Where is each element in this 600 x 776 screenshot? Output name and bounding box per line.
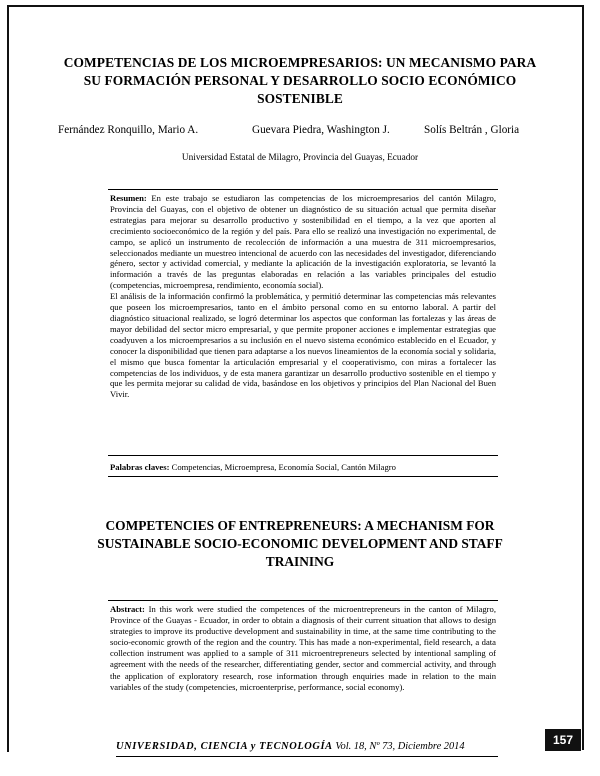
page-frame-right: [582, 5, 584, 750]
resumen-paragraph-2: [110, 291, 496, 400]
resumen-block: [110, 193, 496, 400]
paper-title-english: COMPETENCIES OF ENTREPRENEURS: A MECHANISM FOR SUSTAINABLE SOCIO-ECONOMIC DEVELOPMENT AND STAFF TRAINING: [97, 518, 503, 569]
keywords-line: [110, 462, 496, 472]
journal-name: UNIVERSIDAD, CIENCIA y TECNOLOGÍA: [116, 741, 333, 752]
keywords-bottom-rule: [108, 476, 498, 477]
abstract-top-rule: [108, 600, 498, 601]
resumen-text-2: El análisis de la información confirmó la problemática, y permitió determinar las competencias más relevantes que poseen los microempresarios, tanto en el ámbito personal como en su entorno laboral. A partir del diagnóstico situacional realizado, se logró determinar los aspectos que conforman las fortalezas y las áreas de mayor debilidad del sector micro empresarial, y que permite proponer acciones e implementar estrategias que coadyuven a los microempresarios a su inclusión en el nuevo sistema económico establecido en el Ecuador, y conocer la disponibilidad que tienen para adaptarse a los nuevos lineamientos de la economía social y solidaria, el mismo que busca fomentar la articulación empresarial y el cooperativismo, con miras a fortalecer las competencias de los individuos, y de esta manera garantizar un desarrollo productivo sostenible en el tiempo y que les permita mejorar su calidad de vida, basándose en los objetivos y principios del Plan Nacional del Buen Vivir.: [110, 291, 496, 400]
resumen-top-rule: [108, 189, 498, 190]
abstract-text: In this work were studied the competences of the microentrepreneurs in the canton of Milagro, Province of the Guayas - Ecuador, in order to obtain a diagnosis of their current situation that allows to design strategies to improve its productive development and sustainability in time, at the same time contributing to the socio-economic growth of the region and the country. This has made a non-experimental, field research, a data collection instrument was applied to a sample of 311 microentrepreneurs selected by intentional sampling of agreement with the needs of the researcher, differentiating gender, sector and commercial activity, and through the application of exploratory research, rose information through enquiries made in relation to the main variables of the study (competencies, microenterprise, performance, social economy).: [110, 604, 496, 692]
keywords-label: Palabras claves:: [110, 462, 170, 472]
author-2: Guevara Piedra, Washington J.: [252, 124, 390, 136]
resumen-label: Resumen:: [110, 193, 147, 203]
page-number-badge: 157: [545, 729, 581, 751]
author-1: Fernández Ronquillo, Mario A.: [58, 124, 199, 136]
keywords-text: Competencias, Microempresa, Economía Social, Cantón Milagro: [171, 462, 396, 472]
author-3: Solís Beltrán , Gloria: [424, 124, 520, 136]
resumen-text-1: En este trabajo se estudiaron las competencias de los microempresarios del cantón Milagro, Provincia del Guayas, con el objetivo de obtener un diagnóstico de su situación actual que permita diseñar estrategias para mejorar su desarrollo productivo y sostenibilidad en el tiempo, a la vez que aporten al crecimiento socioeconómico de la región y del país. Para ello se realizó una investigación no experimental, de campo, se aplicó un instrumento de recolección de información a una muestra de 311 microempresarios, seleccionados mediante un muestreo intencional de acuerdo con las necesidades del investigador, diferenciando género, sector y actividad comercial, y mediante la aplicación de la investigación exploratoria, se levantó la información a través de las preguntas elaboradas en relación a las variables principales del estudio (competencias, microempresa, rendimiento, economía social).: [110, 193, 496, 291]
abstract-label: Abstract:: [110, 604, 145, 614]
keywords-top-rule: [108, 455, 498, 456]
affiliation: Universidad Estatal de Milagro, Provincia del Guayas, Ecuador: [181, 153, 419, 163]
abstract-block: [110, 604, 496, 693]
journal-footer: [116, 741, 498, 757]
paper-title-spanish: COMPETENCIAS DE LOS MICROEMPRESARIOS: UN MECANISMO PARA SU FORMACIÓN PERSONAL Y DESARROLLO SOCIO ECONÓMICO SOSTENIBLE: [63, 55, 537, 106]
footer-rule: [116, 756, 498, 757]
resumen-paragraph-1: [110, 193, 496, 291]
journal-issue: Vol. 18, Nº 73, Diciembre 2014: [335, 741, 465, 752]
